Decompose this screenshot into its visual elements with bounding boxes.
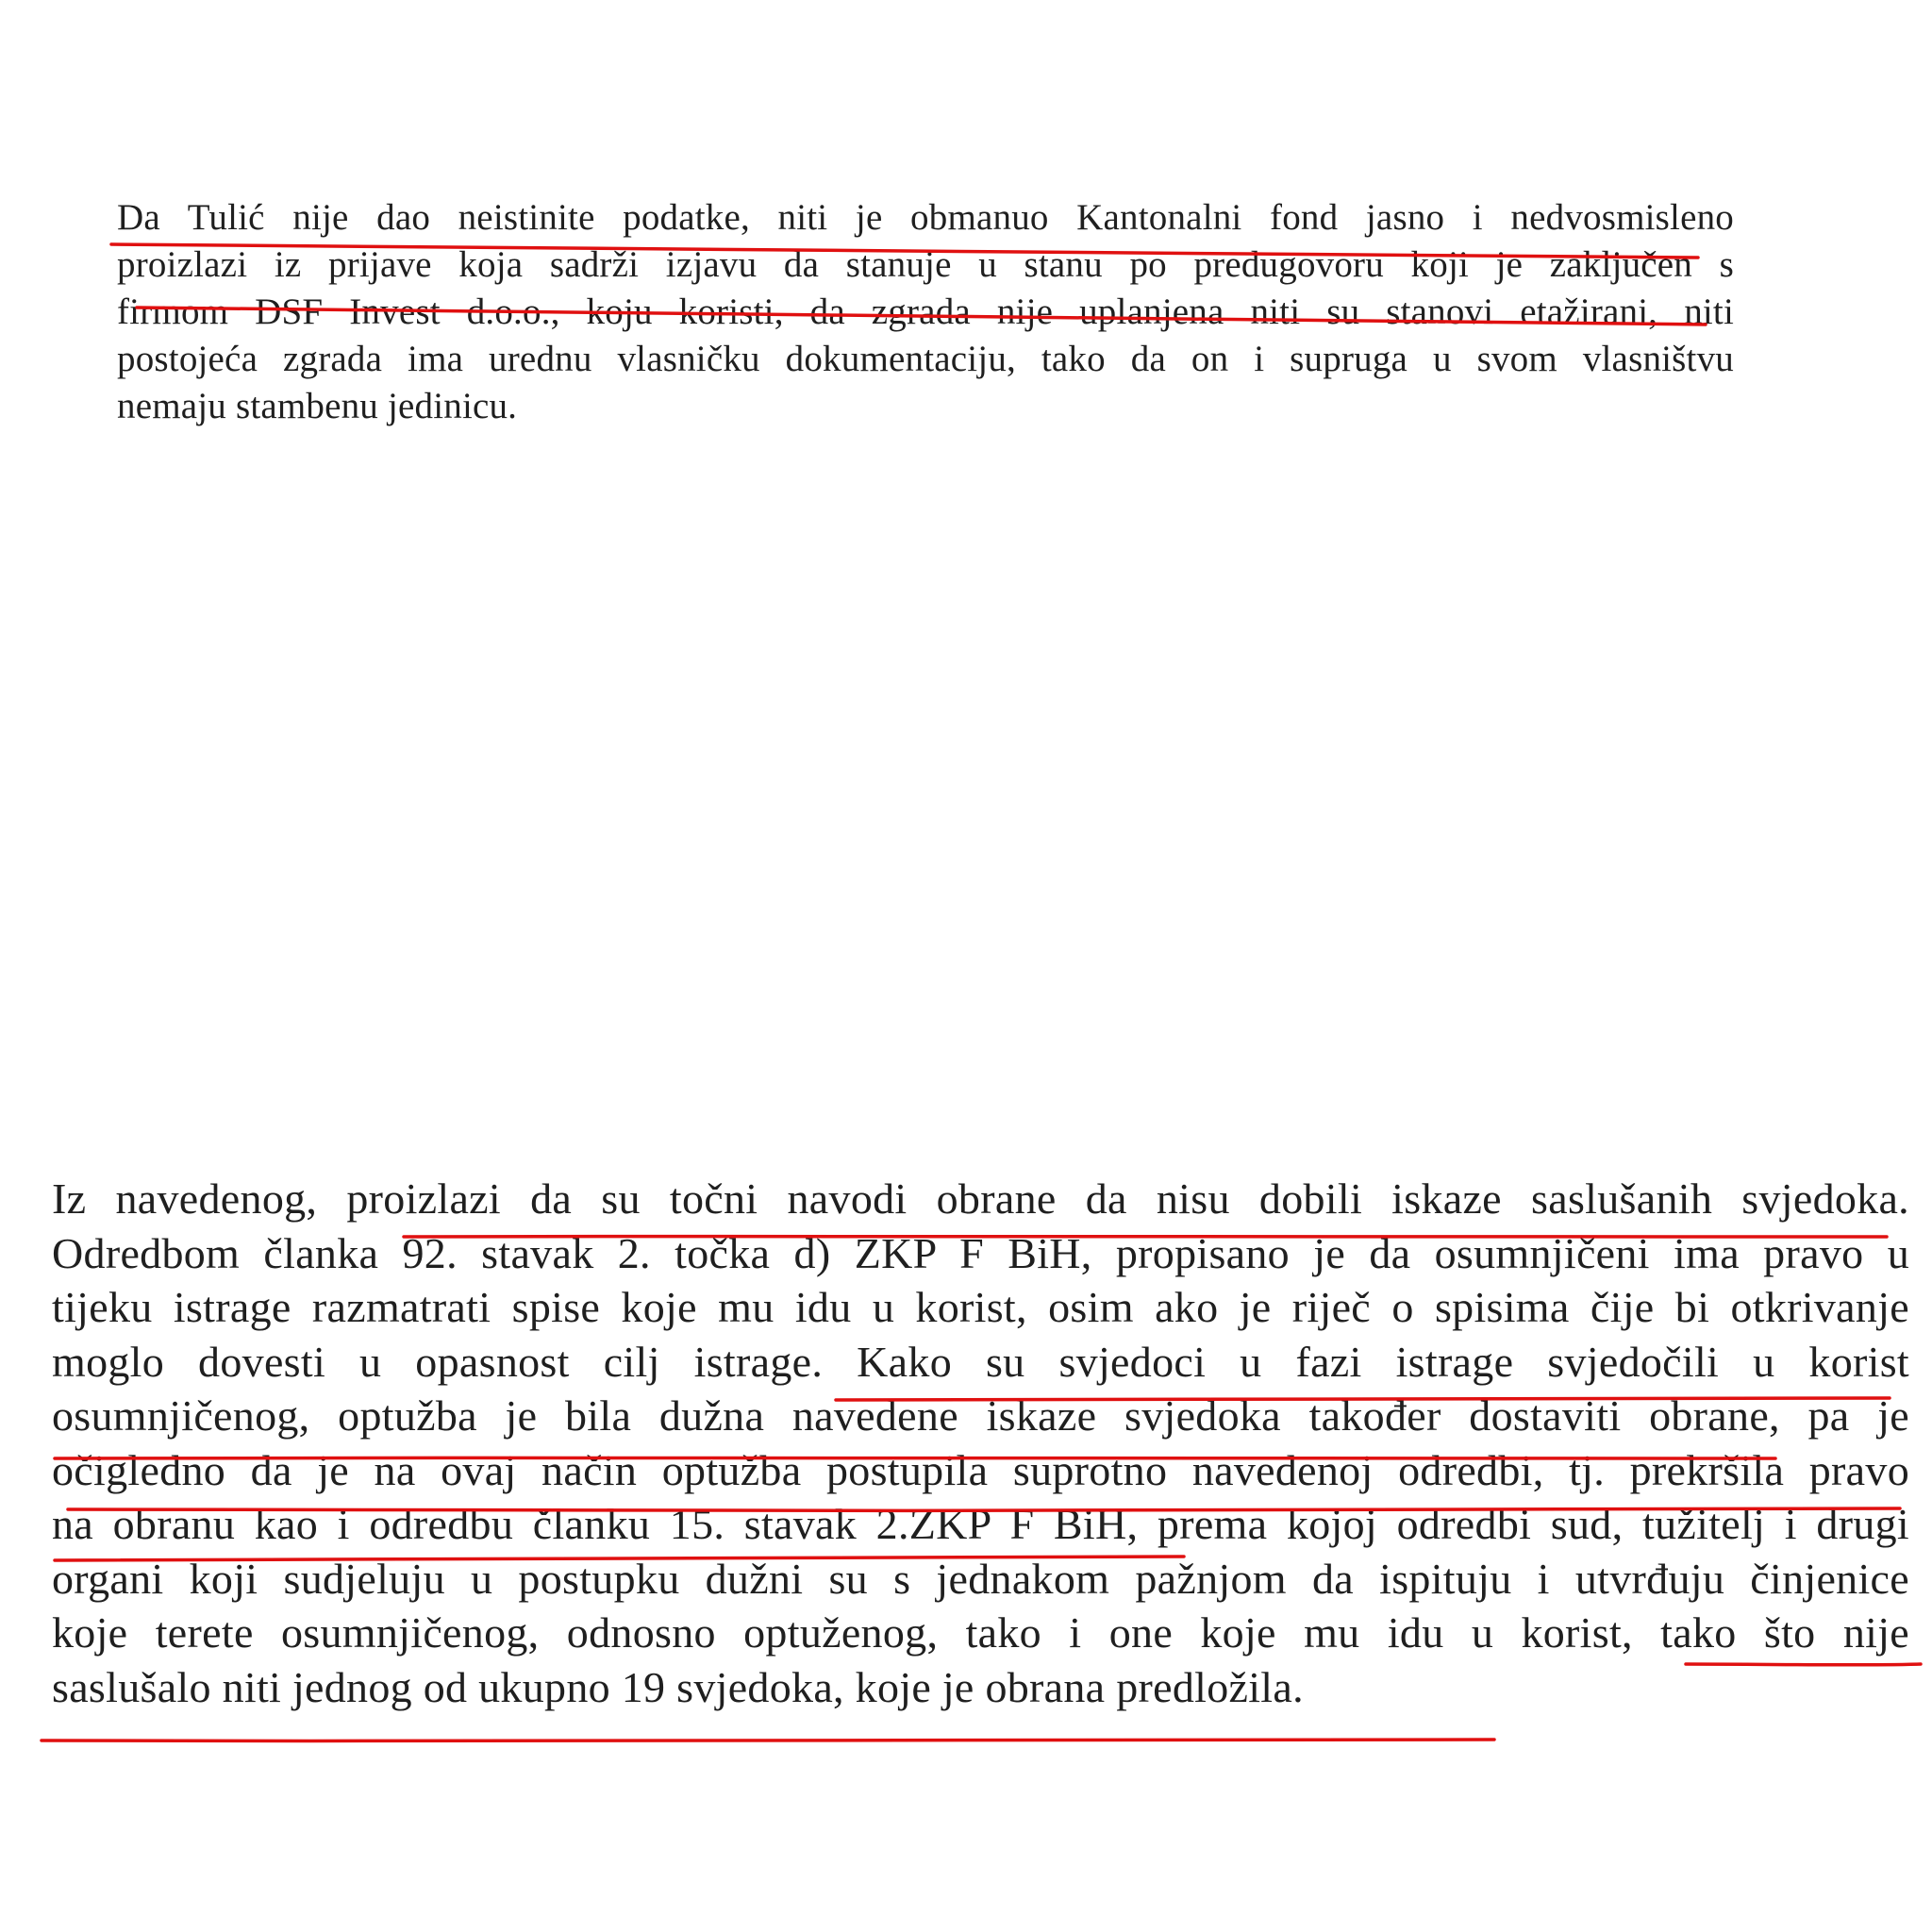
paragraph-line: očigledno da je na ovaj način optužba postupila suprotno navedenoj odredbi, tj. prekršila pravo — [52, 1445, 1909, 1494]
paragraph-line: tijeku istrage razmatrati spise koje mu idu u korist, osim ako je riječ o spisima čije bi otkrivanje — [52, 1283, 1909, 1331]
paragraph-line: moglo dovesti u opasnost cilj istrage. Kako su svjedoci u fazi istrage svjedočili u korist — [52, 1337, 1909, 1386]
paragraph-line: Odredbom članka 92. stavak 2. točka d) ZKP F BiH, propisano je da osumnjičeni ima pravo u — [52, 1228, 1909, 1277]
paragraph-line: proizlazi iz prijave koja sadrži izjavu da stanuje u stanu po predugovoru koji je zaključen s — [117, 244, 1734, 285]
red-underline-mark — [42, 1740, 1494, 1741]
paragraph-line: firmom DSF Invest d.o.o., koju koristi, da zgrada nije uplanjena niti su stanovi etažirani, niti — [117, 291, 1734, 332]
paragraph-line: saslušalo niti jednog od ukupno 19 svjedoka, koje je obrana predložila. — [52, 1662, 1304, 1711]
paragraph-line: organi koji sudjeluju u postupku dužni su s jednakom pažnjom da ispituju i utvrđuju činjenice — [52, 1554, 1909, 1603]
paragraph-line: postojeća zgrada ima urednu vlasničku dokumentaciju, tako da on i supruga u svom vlasništvu — [117, 339, 1734, 379]
paragraph-line: Iz navedenog, proizlazi da su točni navodi obrane da nisu dobili iskaze saslušanih svjedoka. — [52, 1174, 1909, 1223]
paragraph-bottom — [52, 1172, 1909, 1714]
paragraph-line: na obranu kao i odredbu članku 15. stavak 2.ZKP F BiH, prema kojoj odredbi sud, tužitelj i drugi — [52, 1500, 1909, 1548]
paragraph-line: Da Tulić nije dao neistinite podatke, niti je obmanuo Kantonalni fond jasno i nedvosmisleno — [117, 197, 1734, 238]
paragraph-line: nemaju stambenu jedinicu. — [117, 386, 518, 426]
paragraph-line: koje terete osumnjičenog, odnosno optuženog, tako i one koje mu idu u korist, tako što nije — [52, 1608, 1909, 1657]
paragraph-line: osumnjičenog, optužba je bila dužna navedene iskaze svjedoka također dostaviti obrane, pa je — [52, 1391, 1909, 1440]
paragraph-top — [117, 194, 1734, 430]
